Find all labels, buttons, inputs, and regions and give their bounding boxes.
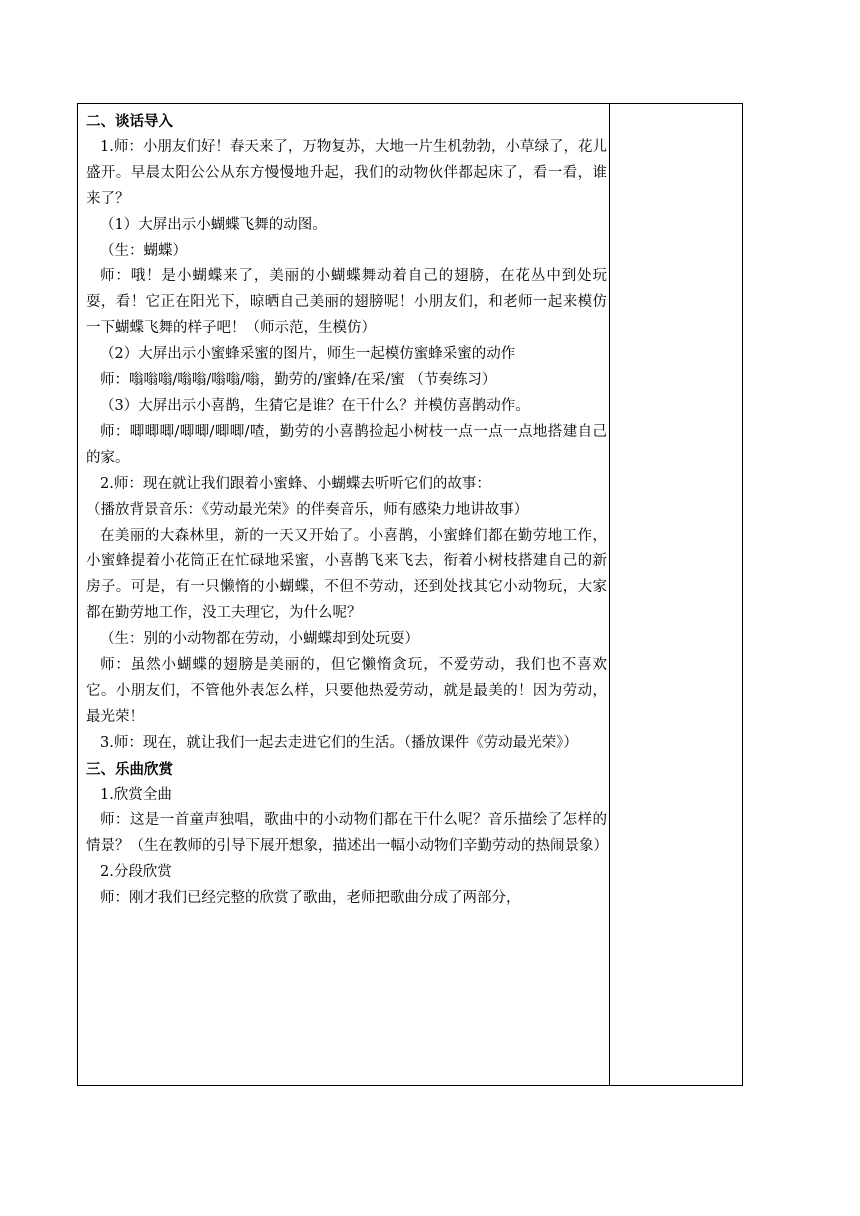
paragraph: （生：别的小动物都在劳动，小蝴蝶却到处玩耍）: [100, 631, 419, 648]
paragraph: （1）大屏出示小蝴蝶飞舞的动图。: [100, 216, 327, 233]
paragraph: （生：蝴蝶）: [100, 242, 187, 259]
paragraph: 师：这是一首童声独唱，歌曲中的小动物们都在干什么呢？音乐描绘了怎样的情景？（生在教师的引导下展开想象，描述出一幅小动物们辛勤劳动的热闹景象）: [86, 812, 608, 855]
paragraph: 师：嗡嗡嗡/嗡嗡/嗡嗡/嗡，勤劳的/蜜蜂/在采/蜜 （节奏练习）: [100, 372, 497, 389]
paragraph: 师：刚才我们已经完整的欣赏了歌曲，老师把歌曲分成了两部分，: [100, 890, 521, 907]
paragraph: （2）大屏出示小蜜蜂采蜜的图片，师生一起模仿蜜蜂采蜜的动作: [100, 346, 516, 363]
paragraph: （播放背景音乐：《劳动最光荣》的伴奏音乐，师有感染力地讲故事）: [86, 501, 529, 518]
paragraph: 师：哦！是小蝴蝶来了，美丽的小蝴蝶舞动着自己的翅膀，在花丛中到处玩耍，看！它正在阳光下，晾晒自己美丽的翅膀呢！小朋友们，和老师一起来模仿一下蝴蝶飞舞的样子吧！（师示范，生模仿）: [86, 268, 607, 337]
column-divider: [609, 103, 610, 1086]
paragraph: 师：虽然小蝴蝶的翅膀是美丽的，但它懒惰贪玩，不爱劳动，我们也不喜欢它。小朋友们，不管他外表怎么样，只要他热爱劳动，就是最美的！因为劳动，最光荣！: [86, 657, 607, 725]
paragraph: 1.师：小朋友们好！春天来了，万物复苏，大地一片生机勃勃，小草绿了，花儿盛开。早晨太阳公公从东方慢慢地升起，我们的动物伙伴都起床了，看一看，谁来了？: [86, 138, 607, 207]
paragraph: 3.师：现在，就让我们一起去走进它们的生活。（播放课件《劳动最光荣》）: [100, 734, 578, 751]
section-heading: 二、谈话导入: [86, 113, 173, 130]
paragraph: 1.欣赏全曲: [100, 786, 172, 803]
paragraph: 在美丽的大森林里，新的一天又开始了。小喜鹊，小蜜蜂们都在勤劳地工作，小蜜蜂提着小花筒正在忙碌地采蜜，小喜鹊飞来飞去，衔着小树枝搭建自己的新房子。可是，有一只懒惰的小蝴蝶，不但不劳动，还到处找其它小动物玩，大家都在勤劳地工作，没工夫理它，为什么呢？: [86, 527, 607, 622]
lesson-content-cell: [86, 109, 607, 912]
section-heading: 三、乐曲欣赏: [86, 760, 173, 778]
paragraph: 2.师：现在就让我们跟着小蜜蜂、小蝴蝶去听听它们的故事：: [100, 475, 491, 492]
paragraph: 2.分段欣赏: [100, 864, 172, 881]
paragraph: （3）大屏出示小喜鹊，生猜它是谁？在干什么？并模仿喜鹊动作。: [100, 397, 530, 414]
paragraph: 师：唧唧唧/唧唧/唧唧/喳，勤劳的小喜鹊捡起小树枝一点一点一点地搭建自己的家。: [86, 423, 607, 466]
